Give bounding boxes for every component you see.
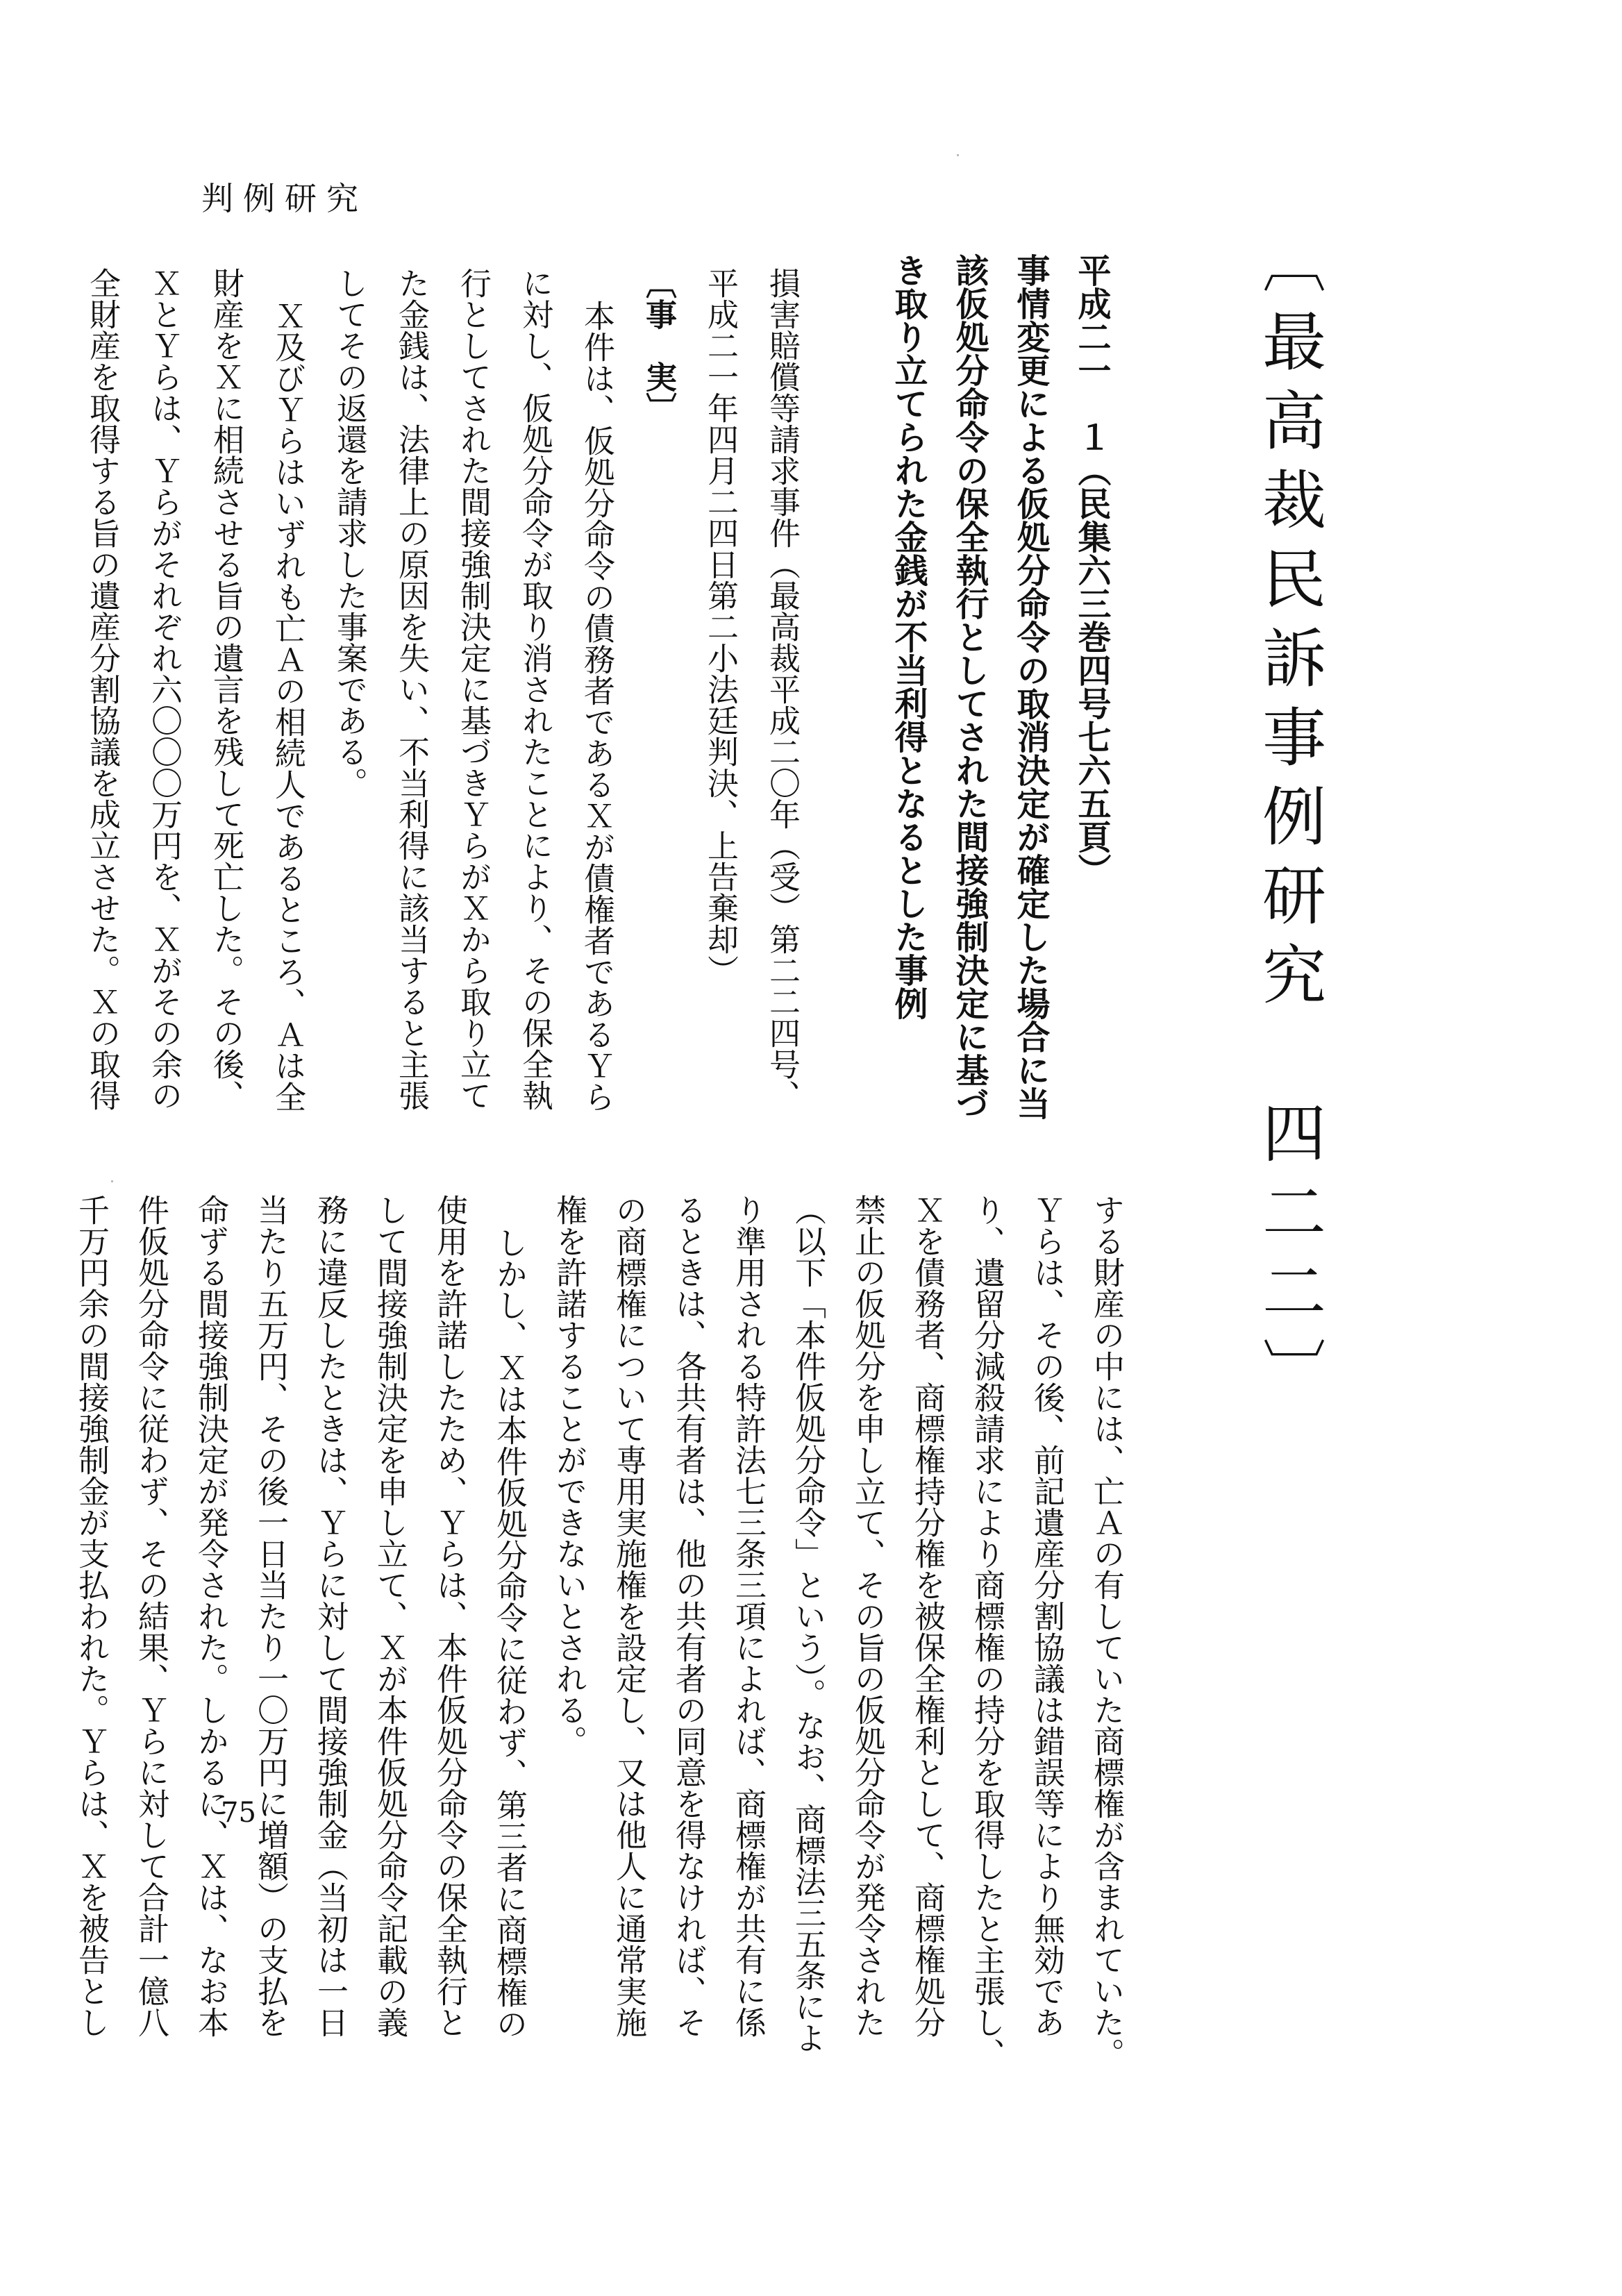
page-number: 75 [221, 1797, 256, 1829]
case-citation: 平成二一 １（民集六三巻四号七六五頁） [1072, 253, 1111, 887]
body-line: の商標権について専用実施権を設定し、又は他人に通常実施 [610, 1194, 647, 2038]
body-line: 財産をＸに相続させる旨の遺言を残して死亡した。その後、 [208, 267, 244, 1111]
body-line: する財産の中には、亡Ａの有していた商標権が含まれていた。 [1088, 1194, 1125, 2069]
body-line: 務に違反したときは、Ｙらに対して間接強制金（当初は一日 [312, 1194, 349, 2038]
body-line: してその返還を請求した事案である。 [331, 267, 368, 798]
body-line: 禁止の仮処分を申し立て、その旨の仮処分命令が発令された [849, 1194, 886, 2038]
body-line: るときは、各共有者は、他の共有者の同意を得なければ、そ [670, 1194, 707, 2038]
series-title: 〔最高裁民訴事例研究 四二二〕 [1252, 229, 1326, 1416]
body-line: に対し、仮処分命令が取り消されたことにより、その保全執 [517, 267, 553, 1111]
scan-speck [957, 154, 959, 156]
body-line: 本件は、仮処分命令の債務者であるＸが債権者であるＹら [578, 300, 615, 1112]
body-line: り、遺留分減殺請求により商標権の持分を取得したと主張し、 [969, 1194, 1005, 2069]
scan-speck [111, 1180, 113, 1182]
body-line: り準用される特許法七三条三項によれば、商標権が共有に係 [730, 1194, 767, 2038]
case-info-line: 平成二一年四月二四日第二小法廷判決、上告棄却） [702, 267, 739, 986]
body-line: 命ずる間接強制決定が発令された。しかるに、Ｘは、なお本 [192, 1194, 229, 2038]
case-info-line: 損害賠償等請求事件（最高裁平成二〇年（受）第二二四号、 [764, 267, 801, 1111]
body-line: 当たり五万円、その後一日当たり一〇万円に増額）の支払を [252, 1194, 289, 2038]
body-text-top [72, 267, 813, 1163]
body-line: 権を許諾することができないとされる。 [551, 1194, 587, 1757]
headline-line: 該仮処分命令の保全執行としてされた間接強制決定に基づ [950, 253, 989, 1120]
headline-line: き取り立てられた金銭が不当利得となるとした事例 [889, 253, 928, 1020]
body-line: 全財産を取得する旨の遺産分割協議を成立させた。Ｘの取得 [84, 267, 121, 1111]
body-line: （以下「本件仮処分命令」という）。なお、商標法三五条によ [789, 1194, 826, 2054]
body-line: 使用を許諾したため、Ｙらは、本件仮処分命令の保全執行と [431, 1194, 468, 2038]
running-head: 判例研究 [201, 180, 368, 217]
body-line: 千万円余の間接強制金が支払われた。Ｙらは、Ｘを被告とし [73, 1194, 110, 2038]
body-line: Ｘを債務者、商標権持分権を被保全権利として、商標権処分 [909, 1194, 946, 2038]
body-line: 件仮処分命令に従わず、その結果、Ｙらに対して合計一億八 [133, 1194, 169, 2038]
headline-line: 事情変更による仮処分命令の取消決定が確定した場合に当 [1011, 253, 1050, 1120]
body-line: ＸとＹらは、Ｙらがそれぞれ六〇〇〇万円を、Ｘがその余の [146, 267, 183, 1111]
section-heading-facts: 〔事 実〕 [640, 267, 677, 424]
body-line: た金銭は、法律上の原因を失い、不当利得に該当すると主張 [393, 267, 430, 1111]
body-line: しかし、Ｘは本件仮処分命令に従わず、第三者に商標権の [491, 1227, 528, 2039]
body-text-bottom [61, 1194, 1136, 2097]
body-line: Ｙらは、その後、前記遺産分割協議は錯誤等により無効であ [1028, 1194, 1065, 2038]
case-headline [878, 253, 1122, 1156]
body-line: して間接強制決定を申し立て、Ｘが本件仮処分命令記載の義 [371, 1194, 408, 2038]
body-line: 行としてされた間接強制決定に基づきＹらがＸから取り立て [455, 267, 492, 1111]
body-line: Ｘ及びＹらはいずれも亡Ａの相続人であるところ、Ａは全 [269, 300, 306, 1112]
